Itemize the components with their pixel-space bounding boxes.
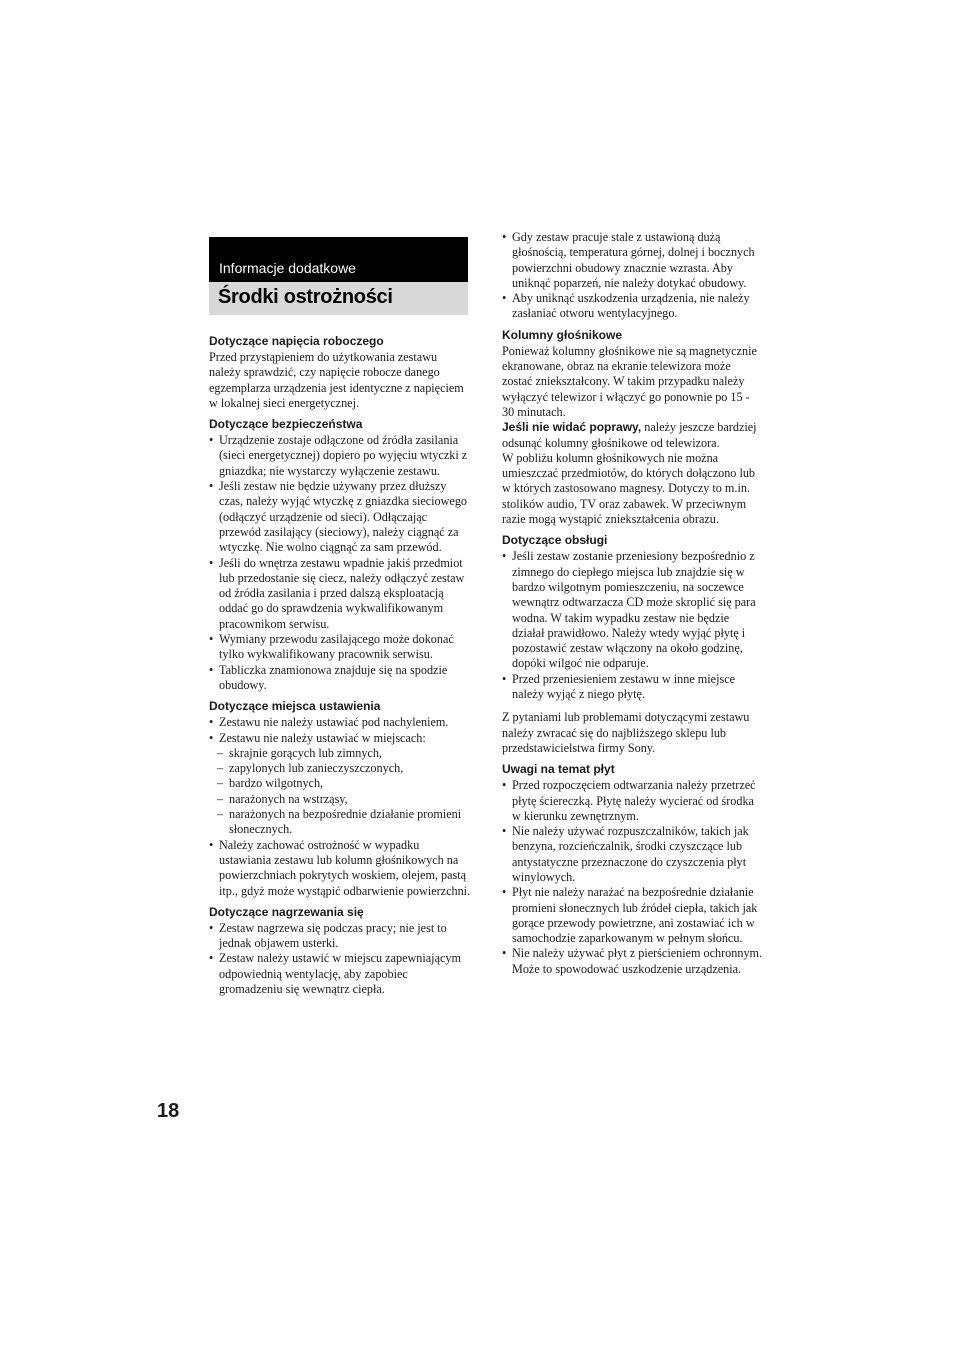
paragraph-speakers-2-text: należy jeszcze bardziej odsunąć kolumny głośnikowe od telewizora. [502,420,757,450]
list-item: • Zestaw nagrzewa się podczas pracy; nie jest to jednak objawem usterki. [209,921,471,952]
list-item: • Zestawu nie należy ustawiać w miejscach: [209,731,471,746]
heading-handling: Dotyczące obsługi [502,533,608,548]
list-heating-continued [502,230,764,322]
list-item: • Zestaw należy ustawić w miejscu zapewniającym odpowiednią wentylację, aby zapobiec gromadzeniu się wewnątrz ciepła. [209,951,471,997]
heading-placement: Dotyczące miejsca ustawienia [209,699,381,714]
paragraph-speakers-1: Ponieważ kolumny głośnikowe nie są magnetycznie ekranowane, obraz na ekranie telewizora może zostać zniekształcony. W takim przypadku należy wyłączyć telewizor i włączyć go ponownie po 15 - 30 minutach. [502,343,757,419]
title-bar [209,282,468,315]
list-item: • Aby uniknąć uszkodzenia urządzenia, nie należy zasłaniać otworu wentylacyjnego. [502,291,764,322]
list-item: • Nie należy używać płyt z pierścieniem ochronnym. Może to spowodować uszkodzenie urządzenia. [502,946,764,977]
list-item: • Wymiany przewodu zasilającego może dokonać tylko wykwalifikowany pracownik serwisu. [209,632,471,663]
heading-operating-voltage: Dotyczące napięcia roboczego [209,334,384,348]
page-number: 18 [157,1100,180,1122]
paragraph-contact: Z pytaniami lub problemami dotyczącymi zestawu należy zwracać się do najbliższego sklepu lub przedstawicielstwa firmy Sony. [502,710,750,755]
sub-list-item: – narażonych na wstrząsy, [209,792,471,807]
heading-safety: Dotyczące bezpieczeństwa [209,417,363,432]
list-item: • Jeśli do wnętrza zestawu wpadnie jakiś przedmiot lub przedostanie się ciecz, należy odłączyć zestaw od źródła zasilania i przed dalszą eksploatacją oddać go do sprawdzenia wykwalifikowanym pracownikom serwisu. [209,556,471,632]
right-column [502,230,764,977]
paragraph-speakers-2 [502,420,764,451]
paragraph-operating-voltage: Przed przystąpieniem do użytkowania zestawu należy sprawdzić, czy napięcie robocze danego egzemplarza urządzenia jest identyczne z napięciem w lokalnej sieci energetycznej. [209,350,464,410]
list-item: • Jeśli zestaw nie będzie używany przez dłuższy czas, należy wyjąć wtyczkę z gniazdka sieciowego (odłączyć urządzenie od sieci). Odłączając przewód zasilający (sieciowy), należy ciągnąć za wtyczkę. Nie wolno ciągnąć za sam przewód. [209,479,471,555]
list-item: • Jeśli zestaw zostanie przeniesiony bezpośrednio z zimnego do ciepłego miejsca lub znajdzie się w bardzo wilgotnym pomieszczeniu, na soczewce wewnątrz odtwarzacza CD może skroplić się para wodna. W takim wypadku zestaw nie będzie działał prawidłowo. Należy wtedy wyjąć płytę i pozostawić zestaw włączony na około godzinę, dopóki wilgoć nie odparuje. [502,549,764,671]
bold-lead: Jeśli nie widać poprawy, [502,420,642,435]
list-handling [502,549,764,702]
list-item: • Urządzenie zostaje odłączone od źródła zasilania (sieci energetycznej) dopiero po wyjęciu wtyczki z gniazdka; nie wystarczy wyłączenie zestawu. [209,433,471,479]
sub-list-item: – zapylonych lub zanieczyszczonych, [209,761,471,776]
list-discs [502,778,764,977]
section-banner [209,237,468,315]
spacer [502,702,764,710]
paragraph-speakers-3: W pobliżu kolumn głośnikowych nie można umieszczać przedmiotów, do których dołączono lub w których zastosowano magnesy. Dotyczy to m.in. stolików audio, TV oraz zabawek. W przeciwnym razie mogą wystąpić zniekształcenia obrazu. [502,450,756,527]
section-label-bar [209,237,468,282]
list-safety [209,433,471,693]
list-item: • Należy zachować ostrożność w wypadku ustawiania zestawu lub kolumn głośnikowych na powierzchniach pokrytych woskiem, olejem, pastą itp., gdyż może wystąpić odbarwienie powierzchni. [209,838,471,899]
heading-discs: Uwagi na temat płyt [502,762,615,777]
list-placement [209,715,471,899]
left-column [209,328,471,997]
heading-heating: Dotyczące nagrzewania się [209,904,364,919]
section-label: Informacje dodatkowe [219,260,356,276]
sub-list-item: – narażonych na bezpośrednie działanie promieni słonecznych. [209,807,471,838]
sub-list-item: – bardzo wilgotnych, [209,776,471,791]
list-item: • Gdy zestaw pracuje stale z ustawioną dużą głośnością, temperatura górnej, dolnej i bocznych powierzchni obudowy znacznie wzrasta. Aby uniknąć poparzeń, nie należy dotykać obudowy. [502,230,764,291]
list-heating [209,921,471,997]
list-item: • Nie należy używać rozpuszczalników, takich jak benzyna, rozcieńczalnik, środki czyszczące lub antystatyczne przeznaczone do czyszczenia płyt winylowych. [502,824,764,885]
list-item: • Płyt nie należy narażać na bezpośrednie działanie promieni słonecznych lub źródeł ciepła, takich jak gorące przewody powietrzne, ani zostawiać ich w samochodzie zaparkowanym w pełnym słońcu. [502,885,764,946]
list-item: • Przed przeniesieniem zestawu w inne miejsce należy wyjąć z niego płytę. [502,672,764,703]
heading-speakers: Kolumny głośnikowe [502,327,623,342]
list-item: • Przed rozpoczęciem odtwarzania należy przetrzeć płytę ściereczką. Płytę należy wycierać od środka w kierunku zewnętrznym. [502,778,764,824]
list-item: • Tabliczka znamionowa znajduje się na spodzie obudowy. [209,663,471,694]
list-item: • Zestawu nie należy ustawiać pod nachyleniem. [209,715,471,730]
page-title: Środki ostrożności [218,286,393,308]
sub-list-item: – skrajnie gorących lub zimnych, [209,746,471,761]
